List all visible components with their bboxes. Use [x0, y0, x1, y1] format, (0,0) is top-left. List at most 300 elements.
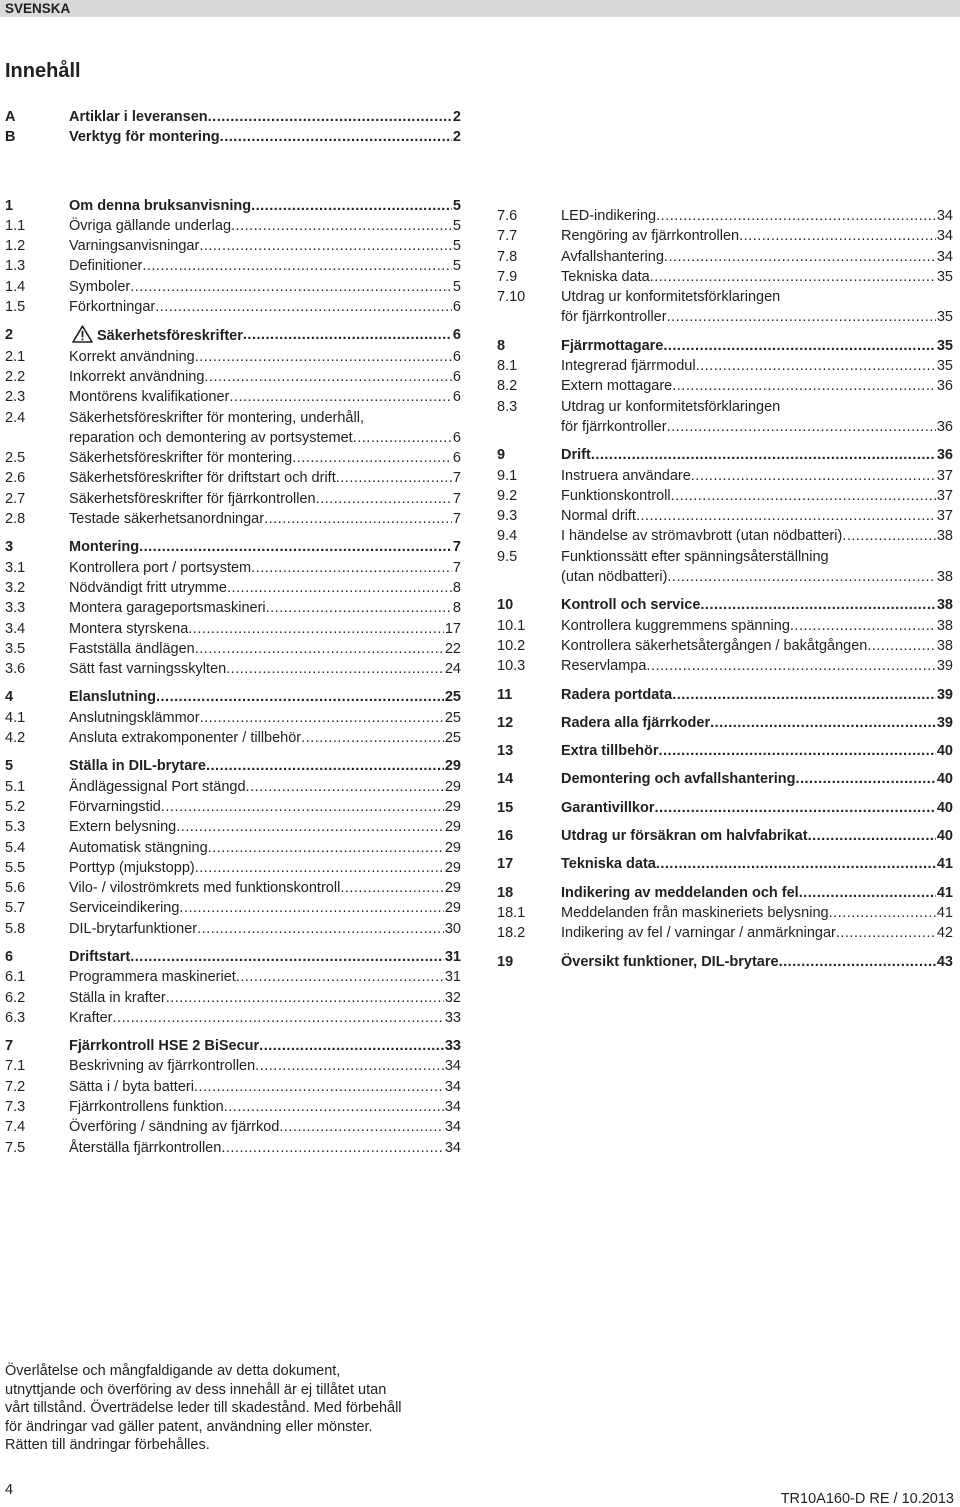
toc-entry-page: 33: [444, 1038, 461, 1055]
dot-leader: [264, 509, 452, 529]
toc-entry-title: Återställa fjärrkontrollen: [69, 1139, 222, 1156]
toc-column-left: [5, 107, 461, 1158]
toc-entry[interactable]: [5, 558, 461, 578]
toc-entry-number: 3: [5, 539, 14, 556]
toc-entry-title: Reservlampa: [561, 658, 647, 675]
toc-entry[interactable]: [5, 277, 461, 297]
toc-entry-number: 7.10: [497, 289, 526, 306]
toc-entry-number: 9.2: [497, 487, 518, 504]
dot-leader: [179, 898, 443, 918]
toc-entry-number: 7.2: [5, 1078, 26, 1095]
dot-leader: [667, 567, 935, 587]
dot-leader: [301, 728, 444, 748]
toc-entry-number: 7.5: [5, 1139, 26, 1156]
dot-leader: [836, 923, 936, 943]
toc-entry-number: 5: [5, 758, 14, 775]
toc-entry-number: 1.2: [5, 238, 26, 255]
toc-entry-page: 43: [936, 953, 953, 970]
toc-entry[interactable]: [5, 1036, 461, 1056]
toc-entry-title: Krafter: [69, 1009, 113, 1026]
toc-entry-title: Montera styrskena: [69, 620, 189, 637]
dot-leader: [200, 708, 444, 728]
toc-entry-number: 3.2: [5, 579, 26, 596]
toc-entry-title: Säkerhetsföreskrifter för montering: [69, 450, 293, 467]
toc-entry[interactable]: [497, 741, 953, 761]
toc-entry-page: 38: [936, 528, 953, 545]
toc-entry-number: 5.8: [5, 920, 26, 937]
toc-entry-page: 6: [452, 299, 461, 316]
toc-entry-title: Fjärrkontrollens funktion: [69, 1099, 224, 1116]
toc-entry[interactable]: [497, 903, 953, 923]
toc-entry-number: 8.3: [497, 398, 518, 415]
toc-entry-page: 7: [452, 470, 461, 487]
dot-leader: [696, 356, 936, 376]
toc-entry-title: Nödvändigt fritt utrymme: [69, 579, 227, 596]
toc-entry[interactable]: [5, 387, 461, 407]
toc-entry[interactable]: [497, 595, 953, 615]
toc-entry-number: 9.4: [497, 528, 518, 545]
toc-entry-page: 6: [452, 389, 461, 406]
toc-entry-title: Varningsanvisningar: [69, 238, 200, 255]
toc-entry-title: (utan nödbatteri): [561, 569, 668, 586]
toc-entry-page: 7: [452, 539, 461, 556]
toc-entry-number: 2.5: [5, 450, 26, 467]
toc-entry-page: 34: [444, 1139, 461, 1156]
toc-entry[interactable]: [5, 858, 461, 878]
toc-entry-title: Verktyg för montering: [69, 129, 220, 146]
dot-leader: [799, 883, 936, 903]
toc-entry[interactable]: [5, 756, 461, 776]
toc-entry-number: 6.1: [5, 969, 26, 986]
toc-entry-title: Utdrag ur försäkran om halvfabrikat: [561, 828, 808, 845]
toc-entry[interactable]: [5, 838, 461, 858]
toc-entry[interactable]: [5, 728, 461, 748]
toc-entry-number: 5.3: [5, 819, 26, 836]
toc-entry-page: 34: [936, 248, 953, 265]
dot-leader: [243, 325, 452, 346]
toc-entry-title: Radera alla fjärrkoder: [561, 714, 711, 731]
toc-entry[interactable]: [5, 367, 461, 387]
toc-entry[interactable]: [5, 1138, 461, 1158]
dot-leader: [188, 619, 444, 639]
dot-leader: [226, 659, 444, 679]
toc-entry-title: Om denna bruksanvisning: [69, 197, 252, 214]
dot-leader: [224, 1097, 444, 1117]
toc-entry-number: 11: [497, 686, 513, 703]
toc-entry-title: Indikering av meddelanden och fel: [561, 884, 799, 901]
toc-entry-number: 9.3: [497, 508, 518, 525]
toc-entry[interactable]: [497, 466, 953, 486]
dot-leader: [795, 769, 935, 789]
toc-entry-number: 3.4: [5, 620, 26, 637]
toc-entry-number: 6.3: [5, 1009, 26, 1026]
toc-entry-number: 2.8: [5, 511, 26, 528]
toc-entry[interactable]: [5, 687, 461, 707]
toc-entry[interactable]: [5, 509, 461, 529]
toc-entry[interactable]: [497, 854, 953, 874]
toc-entry-page: 31: [444, 969, 461, 986]
toc-entry-title: Tekniska data: [561, 856, 656, 873]
toc-entry-number: 10.1: [497, 617, 526, 634]
toc-entry-title: Korrekt användning: [69, 348, 195, 365]
toc-entry-number: 18.2: [497, 925, 526, 942]
language-header: [0, 0, 960, 17]
toc-entry[interactable]: [5, 1008, 461, 1028]
dot-leader: [656, 206, 936, 226]
toc-entry-title: Fjärrkontroll HSE 2 BiSecur: [69, 1038, 260, 1055]
toc-entry[interactable]: [5, 967, 461, 987]
notice-line: vårt tillstånd. Överträdelse leder till skadestånd. Med förbehåll: [5, 1400, 402, 1417]
toc-entry-number: 7.3: [5, 1099, 26, 1116]
dot-leader: [667, 417, 936, 437]
dot-leader: [255, 1056, 444, 1076]
toc-entry-title: Symboler: [69, 278, 131, 295]
toc-entry-page: 6: [452, 348, 461, 365]
toc-entry[interactable]: [5, 408, 461, 449]
toc-entry-number: 1.5: [5, 299, 26, 316]
toc-entry[interactable]: [5, 256, 461, 276]
toc-entry-page: 29: [444, 839, 461, 856]
toc-entry-title: Kontrollera säkerhetsåtergången / bakåtgången: [561, 637, 868, 654]
toc-entry[interactable]: [5, 988, 461, 1008]
toc-entry[interactable]: [5, 817, 461, 837]
toc-entry-page: 35: [936, 358, 953, 375]
toc-entry-title: reparation och demontering av portsystemet: [69, 429, 353, 446]
dot-leader: [220, 127, 452, 147]
toc-entry-page: 25: [444, 689, 461, 706]
toc-entry[interactable]: [5, 708, 461, 728]
toc-entry[interactable]: [497, 826, 953, 846]
toc-entry-page: 7: [452, 511, 461, 528]
toc-entry-title: Indikering av fel / varningar / anmärkningar: [561, 925, 836, 942]
toc-entry-number: 17: [497, 856, 514, 873]
toc-entry-number: 10: [497, 597, 514, 614]
toc-entry[interactable]: [497, 526, 953, 546]
toc-entry-number: 8.1: [497, 358, 518, 375]
toc-entry-page: 29: [444, 880, 461, 897]
toc-entry-title: Extra tillbehör: [561, 743, 659, 760]
toc-entry-number: 2: [5, 327, 14, 344]
dot-leader: [236, 967, 444, 987]
dot-leader: [842, 526, 936, 546]
toc-entry-page: 39: [936, 686, 953, 703]
toc-entry[interactable]: [5, 919, 461, 939]
dot-leader: [266, 598, 452, 618]
toc-entry-title: Säkerhetsföreskrifter för fjärrkontrollen: [69, 490, 316, 507]
dot-leader: [829, 903, 936, 923]
dot-leader: [166, 988, 444, 1008]
toc-entry-title: Säkerhetsföreskrifter för montering, underhåll,: [69, 409, 364, 426]
toc-entry-page: 5: [452, 258, 461, 275]
toc-entry-number: 6.2: [5, 989, 26, 1006]
toc-entry-number: 14: [497, 771, 514, 788]
toc-entry-number: 7: [5, 1038, 14, 1055]
toc-entry[interactable]: [5, 619, 461, 639]
toc-entry[interactable]: [497, 356, 953, 376]
toc-entry-page: 6: [452, 429, 461, 446]
dot-leader: [656, 854, 936, 874]
toc-entry[interactable]: [5, 448, 461, 468]
toc-entry-page: 29: [444, 778, 461, 795]
toc-entry-page: 29: [444, 798, 461, 815]
toc-entry-number: 8.2: [497, 378, 518, 395]
toc-entry[interactable]: [497, 226, 953, 246]
warning-icon: [72, 325, 93, 343]
toc-entry[interactable]: [497, 287, 953, 328]
toc-entry[interactable]: [5, 297, 461, 317]
toc-entry[interactable]: [497, 616, 953, 636]
dot-leader: [808, 826, 936, 846]
toc-entry-number: 9.1: [497, 467, 518, 484]
toc-entry-page: 40: [936, 771, 953, 788]
dot-leader: [195, 639, 444, 659]
dot-leader: [176, 817, 444, 837]
dot-leader: [650, 267, 936, 287]
toc-entry-title: Säkerhetsföreskrifter: [97, 328, 243, 345]
dot-leader: [672, 685, 936, 705]
toc-entry[interactable]: [5, 1056, 461, 1076]
dot-leader: [654, 798, 935, 818]
toc-entry[interactable]: [5, 578, 461, 598]
toc-entry-number: 2.2: [5, 368, 26, 385]
toc-entry-number: 5.2: [5, 798, 26, 815]
toc-entry-number: 8: [497, 337, 506, 354]
dot-leader: [672, 376, 936, 396]
toc-entry-title: Övriga gällande underlag: [69, 217, 232, 234]
toc-entry-title: Ändlägessignal Port stängd: [69, 778, 246, 795]
toc-entry-page: 29: [444, 900, 461, 917]
toc-entry-title: för fjärrkontroller: [561, 418, 667, 435]
dot-leader: [142, 256, 452, 276]
toc-entry-number: 3.3: [5, 600, 26, 617]
toc-entry-page: 40: [936, 799, 953, 816]
toc-entry-title: Inkorrekt användning: [69, 368, 205, 385]
toc-entry-page: 35: [936, 337, 953, 354]
toc-entry-title: Anslutningsklämmor: [69, 709, 200, 726]
toc-entry-page: 2: [452, 109, 461, 125]
toc-entry-number: 4.2: [5, 730, 26, 747]
dot-leader: [259, 1036, 444, 1056]
toc-entry[interactable]: [497, 336, 953, 356]
toc-entry-title: Beskrivning av fjärrkontrollen: [69, 1058, 256, 1075]
dot-leader: [227, 578, 452, 598]
toc-entry[interactable]: [5, 127, 461, 147]
toc-entry[interactable]: [497, 685, 953, 705]
toc-entry-page: 36: [936, 418, 953, 435]
dot-leader: [246, 777, 444, 797]
dot-leader: [867, 636, 936, 656]
toc-entry[interactable]: [497, 247, 953, 267]
toc-entry-number: 19: [497, 953, 514, 970]
toc-entry-number: 13: [497, 743, 514, 760]
toc-entry[interactable]: [497, 798, 953, 818]
toc-entry-number: 7.9: [497, 268, 518, 285]
toc-entry[interactable]: [5, 777, 461, 797]
dot-leader: [646, 656, 935, 676]
dot-leader: [710, 713, 936, 733]
toc-entry-page: 22: [444, 640, 461, 657]
toc-entry-page: 35: [936, 268, 953, 285]
toc-entry-number: 1.3: [5, 258, 26, 275]
toc-entry-number: 1.4: [5, 278, 26, 295]
toc-entry[interactable]: [5, 878, 461, 898]
document-id: TR10A160-D RE / 10.2013: [780, 1491, 954, 1507]
toc-entry-page: 31: [444, 948, 461, 965]
dot-leader: [316, 489, 452, 509]
toc-entry-page: 29: [444, 758, 461, 775]
toc-entry-number: 6: [5, 948, 14, 965]
toc-entry-title: Ställa in krafter: [69, 989, 166, 1006]
toc-entry-page: 6: [452, 368, 461, 385]
dot-leader: [279, 1117, 444, 1137]
toc-entry[interactable]: [5, 898, 461, 918]
toc-entry[interactable]: [5, 659, 461, 679]
toc-entry[interactable]: [497, 445, 953, 465]
toc-entry-title: I händelse av strömavbrott (utan nödbatteri): [561, 528, 843, 545]
toc-entry-page: 35: [936, 309, 953, 326]
toc-entry-title: Vilo- / viloströmkrets med funktionskontroll: [69, 880, 341, 897]
toc-entry[interactable]: [5, 489, 461, 509]
dot-leader: [251, 558, 452, 578]
toc-entry-number: 2.1: [5, 348, 26, 365]
dot-leader: [208, 107, 452, 127]
toc-entry-title: LED-indikering: [561, 208, 657, 224]
toc-entry-title: för fjärrkontroller: [561, 309, 667, 326]
toc-entry[interactable]: [5, 598, 461, 618]
toc-entry-page: 40: [936, 828, 953, 845]
dot-leader: [739, 226, 936, 246]
toc-entry-title: Översikt funktioner, DIL-brytare: [561, 953, 779, 970]
notice-line: Överlåtelse och mångfaldigande av detta dokument,: [5, 1363, 341, 1379]
toc-entry-number: 16: [497, 828, 514, 845]
dot-leader: [336, 468, 452, 488]
toc-entry[interactable]: [5, 325, 461, 346]
dot-leader: [292, 448, 452, 468]
toc-entry-page: 37: [936, 487, 953, 504]
toc-entry-number: 7.7: [497, 228, 518, 245]
toc-entry[interactable]: [497, 486, 953, 506]
toc-entry-number: 7.1: [5, 1058, 26, 1075]
toc-entry-title: Montering: [69, 539, 140, 556]
toc-entry-page: 41: [936, 856, 953, 873]
toc-entry-title: Kontroll och service: [561, 597, 701, 614]
toc-entry-title: Fjärrmottagare: [561, 337, 664, 354]
toc-entry-page: 34: [444, 1078, 461, 1095]
toc-entry-page: 36: [936, 378, 953, 395]
toc-entry[interactable]: [5, 107, 461, 127]
toc-entry[interactable]: [5, 639, 461, 659]
toc-entry-number: 15: [497, 799, 514, 816]
toc-entry-page: 41: [936, 884, 953, 901]
toc-entry[interactable]: [497, 506, 953, 526]
dot-leader: [208, 838, 444, 858]
toc-entry[interactable]: [5, 468, 461, 488]
toc-title: Innehåll: [5, 60, 81, 82]
dot-leader: [139, 537, 452, 557]
toc-entry[interactable]: [497, 636, 953, 656]
toc-entry-page: 8: [452, 600, 461, 617]
toc-entry-page: 37: [936, 508, 953, 525]
toc-entry-title: Förvarningstid: [69, 798, 161, 815]
toc-entry[interactable]: [497, 376, 953, 396]
toc-entry-number: 9.5: [497, 548, 518, 565]
toc-entry-number: 2.3: [5, 389, 26, 406]
dot-leader: [197, 919, 444, 939]
toc-entry-number: 7.6: [497, 208, 518, 224]
toc-entry[interactable]: [497, 952, 953, 972]
copyright-notice: [5, 1362, 475, 1455]
toc-entry-title: Ställa in DIL-brytare: [69, 758, 206, 775]
toc-entry-page: 25: [444, 730, 461, 747]
toc-entry-title: Montera garageportsmaskineri: [69, 600, 266, 617]
toc-entry-title: Extern belysning: [69, 819, 177, 836]
toc-entry-page: 8: [452, 579, 461, 596]
toc-entry-number: B: [5, 129, 16, 146]
toc-entry-number: 7.4: [5, 1119, 26, 1136]
toc-entry-page: 38: [936, 617, 953, 634]
toc-entry-title: Elanslutning: [69, 689, 156, 706]
toc-entry[interactable]: [5, 196, 461, 216]
toc-entry-page: 29: [444, 859, 461, 876]
toc-entry[interactable]: [497, 547, 953, 588]
toc-entry-title: Programmera maskineriet: [69, 969, 236, 986]
dot-leader: [636, 506, 936, 526]
toc-entry-number: 18.1: [497, 904, 526, 921]
toc-entry-page: 5: [452, 238, 461, 255]
toc-entry[interactable]: [497, 656, 953, 676]
toc-entry-number: 1: [5, 197, 14, 214]
toc-entry[interactable]: [497, 883, 953, 903]
toc-entry[interactable]: [5, 797, 461, 817]
toc-entry[interactable]: [497, 769, 953, 789]
dot-leader: [206, 756, 444, 776]
dot-leader: [161, 797, 444, 817]
toc-column-right: [497, 206, 953, 972]
dot-leader: [130, 947, 444, 967]
toc-entry-title: Förkortningar: [69, 299, 156, 316]
toc-entry-page: 33: [444, 1009, 461, 1026]
toc-entry[interactable]: [5, 236, 461, 256]
dot-leader: [779, 952, 936, 972]
dot-leader: [155, 297, 452, 317]
dot-leader: [231, 216, 452, 236]
toc-entry[interactable]: [5, 1077, 461, 1097]
toc-entry-title: Säkerhetsföreskrifter för driftstart och drift: [69, 470, 336, 487]
toc-entry-title: Fastställa ändlägen: [69, 640, 195, 657]
toc-entry-title: Montörens kvalifikationer: [69, 389, 230, 406]
dot-leader: [199, 236, 452, 256]
toc-entry[interactable]: [497, 206, 953, 226]
toc-entry[interactable]: [497, 923, 953, 943]
dot-leader: [221, 1138, 444, 1158]
toc-entry[interactable]: [5, 1117, 461, 1137]
toc-entry-title: Demontering och avfallshantering: [561, 771, 796, 788]
toc-entry-page: 38: [936, 637, 953, 654]
toc-entry-title: Utdrag ur konformitetsförklaringen: [561, 398, 781, 415]
toc-entry-title: Instruera användare: [561, 467, 691, 484]
toc-entry[interactable]: [5, 947, 461, 967]
toc-entry[interactable]: [497, 267, 953, 287]
toc-entry[interactable]: [497, 397, 953, 438]
toc-entry[interactable]: [5, 1097, 461, 1117]
toc-entry[interactable]: [5, 537, 461, 557]
toc-entry[interactable]: [5, 216, 461, 236]
toc-entry[interactable]: [497, 713, 953, 733]
toc-entry-title: Tekniska data: [561, 268, 650, 285]
toc-entry[interactable]: [5, 347, 461, 367]
dot-leader: [229, 387, 452, 407]
toc-entry-title: Sätt fast varningsskylten: [69, 661, 227, 678]
